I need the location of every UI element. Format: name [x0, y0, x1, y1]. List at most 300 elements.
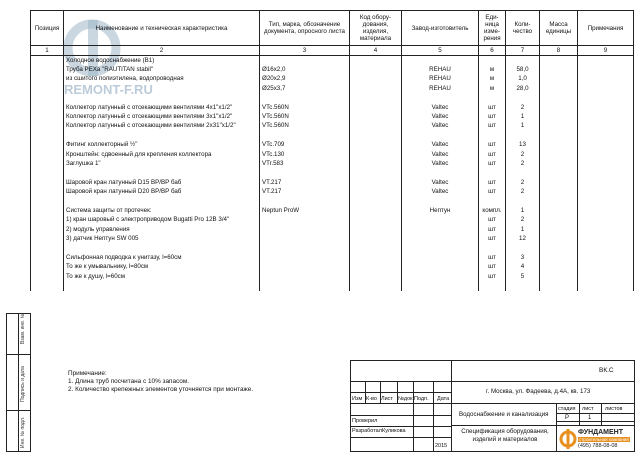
table-cell: [578, 131, 634, 140]
table-row: [31, 112, 634, 121]
header-cell: Тип, марка, обозначение документа, опросного листа: [260, 11, 350, 46]
table-cell: VTc.560N: [260, 122, 350, 131]
col-number: 7: [506, 46, 540, 56]
table-cell: [350, 65, 402, 74]
table-cell: [31, 141, 64, 150]
table-cell: шт: [479, 253, 506, 262]
table-cell: [540, 75, 578, 84]
table-cell: [31, 131, 64, 140]
table-cell: [506, 281, 540, 290]
table-cell: [31, 178, 64, 187]
table-cell: [350, 178, 402, 187]
table-cell: 2: [506, 216, 540, 225]
table-cell: [540, 206, 578, 215]
table-cell: шт: [479, 112, 506, 121]
table-cell: [479, 244, 506, 253]
table-cell: [64, 84, 260, 93]
table-cell: Ø20х2,9: [260, 75, 350, 84]
table-cell: [540, 150, 578, 159]
table-cell: REHAU: [402, 75, 479, 84]
table-cell: [402, 56, 479, 66]
table-cell: [260, 234, 350, 243]
table-cell: Шаровой кран латунный D20 ВР/ВР баб: [64, 187, 260, 196]
table-cell: [31, 84, 64, 93]
table-cell: [506, 169, 540, 178]
table-cell: [31, 272, 64, 281]
table-cell: VTc.130: [260, 150, 350, 159]
table-cell: 1) кран шаровый с электроприводом Bugatti Pro 12В 3/4": [64, 216, 260, 225]
table-cell: [578, 94, 634, 103]
table-cell: [506, 56, 540, 66]
table-cell: [540, 187, 578, 196]
table-cell: [479, 94, 506, 103]
table-cell: Сильфонная подводка к унитазу, l=60см: [64, 253, 260, 262]
table-cell: Neptun ProW: [260, 206, 350, 215]
table-cell: 3: [506, 253, 540, 262]
header-cell: Наименование и техническая характеристика: [64, 11, 260, 46]
table-row: [31, 178, 634, 187]
binding-label: Подпись и дата: [20, 366, 26, 402]
table-cell: [260, 131, 350, 140]
table-cell: [578, 216, 634, 225]
table-cell: шт: [479, 263, 506, 272]
col-number: 8: [540, 46, 578, 56]
table-cell: [578, 150, 634, 159]
table-cell: м: [479, 84, 506, 93]
table-cell: м: [479, 65, 506, 74]
table-cell: шт: [479, 234, 506, 243]
table-cell: [350, 122, 402, 131]
table-cell: [64, 281, 260, 290]
header-cell: Завод-изготовитель: [402, 11, 479, 46]
table-cell: [578, 65, 634, 74]
table-cell: [540, 253, 578, 262]
table-cell: Нептун: [402, 206, 479, 215]
stamp-col-label: К-во: [366, 396, 377, 402]
table-cell: [31, 281, 64, 290]
table-cell: Холодное водоснабжение (В1): [64, 56, 260, 66]
note-item: 2. Количество крепежных элементов уточняется при монтаже.: [68, 386, 254, 394]
table-cell: REHAU: [402, 84, 479, 93]
table-cell: компл.: [479, 206, 506, 215]
table-cell: [31, 94, 64, 103]
binding-strip: [6, 313, 31, 452]
checked-label: Проверил: [352, 418, 378, 424]
table-cell: 13: [506, 141, 540, 150]
doc-code: ВК.С: [599, 367, 614, 374]
table-cell: [578, 75, 634, 84]
table-cell: [350, 225, 402, 234]
table-cell: [578, 225, 634, 234]
table-cell: [479, 281, 506, 290]
table-cell: [260, 94, 350, 103]
table-row: [31, 56, 634, 66]
table-cell: [540, 216, 578, 225]
table-cell: VTc.560N: [260, 112, 350, 121]
table-cell: [260, 216, 350, 225]
table-cell: [540, 103, 578, 112]
table-cell: [402, 272, 479, 281]
table-cell: [479, 197, 506, 206]
table-cell: шт: [479, 150, 506, 159]
table-cell: Коллектор латунный с отсекающими вентилями 2х31"х1/2": [64, 122, 260, 131]
table-cell: [479, 131, 506, 140]
table-cell: [540, 234, 578, 243]
table-cell: [260, 244, 350, 253]
table-cell: VTr.583: [260, 159, 350, 168]
table-cell: [540, 159, 578, 168]
table-cell: [540, 272, 578, 281]
table-cell: [31, 65, 64, 74]
col-number: 5: [402, 46, 479, 56]
table-cell: шт: [479, 178, 506, 187]
table-row: [31, 65, 634, 74]
table-cell: 1: [506, 122, 540, 131]
title-block: [350, 360, 635, 452]
table-cell: шт: [479, 187, 506, 196]
table-cell: [540, 131, 578, 140]
table-cell: [578, 56, 634, 66]
table-cell: [260, 225, 350, 234]
table-cell: [350, 75, 402, 84]
address: г. Москва, ул. Фадеева, д.4А, кв. 173: [486, 388, 591, 395]
table-cell: Valtec: [402, 141, 479, 150]
table-cell: Труба PEXa "RAUTITAN stabil": [64, 65, 260, 74]
table-cell: [260, 56, 350, 66]
table-cell: [578, 187, 634, 196]
table-cell: 58,0: [506, 65, 540, 74]
table-cell: [350, 94, 402, 103]
table-cell: [31, 234, 64, 243]
table-row: [31, 253, 634, 262]
table-cell: [578, 234, 634, 243]
table-cell: Шаровой кран латунный D15 ВР/ВР баб: [64, 178, 260, 187]
header-cell: Код обору-дования, изделия, материала: [350, 11, 402, 46]
sheet-value: 1: [588, 415, 592, 421]
table-cell: [578, 169, 634, 178]
table-cell: [64, 197, 260, 206]
header-cell: Еди-ница изме-рения: [479, 11, 506, 46]
table-row: [31, 159, 634, 168]
col-number: 9: [578, 46, 634, 56]
table-cell: [540, 122, 578, 131]
table-cell: [260, 263, 350, 272]
table-cell: [31, 263, 64, 272]
table-cell: [350, 56, 402, 66]
year: 2015: [435, 443, 448, 449]
table-cell: [350, 141, 402, 150]
table-cell: [506, 131, 540, 140]
table-cell: VTc.709: [260, 141, 350, 150]
table-cell: [350, 281, 402, 290]
stamp-col-label: №док: [398, 396, 413, 402]
table-cell: [260, 253, 350, 262]
table-cell: [402, 244, 479, 253]
table-cell: 4: [506, 263, 540, 272]
binding-label: Инв. № подл.: [20, 416, 26, 448]
table-cell: 1,0: [506, 75, 540, 84]
table-cell: [31, 112, 64, 121]
table-cell: [350, 169, 402, 178]
table-cell: Valtec: [402, 122, 479, 131]
header-cell: Позиция: [31, 11, 64, 46]
watermark-text: REMONT-F.RU: [64, 82, 153, 96]
table-cell: 28,0: [506, 84, 540, 93]
table-row: [31, 103, 634, 112]
stamp-col-label: Подп.: [414, 396, 429, 402]
table-cell: Valtec: [402, 159, 479, 168]
table-cell: [540, 197, 578, 206]
table-cell: шт: [479, 159, 506, 168]
table-row: [31, 281, 634, 290]
table-row: [31, 150, 634, 159]
table-cell: [540, 141, 578, 150]
table-row: [31, 122, 634, 131]
notes-block: [68, 370, 253, 395]
table-cell: [31, 75, 64, 84]
table-cell: шт: [479, 103, 506, 112]
table-cell: [402, 131, 479, 140]
table-row: [31, 131, 634, 140]
header-cell: Коли-чество: [506, 11, 540, 46]
table-cell: [578, 272, 634, 281]
header-row: [31, 11, 634, 46]
table-cell: [402, 253, 479, 262]
col-number: 1: [31, 46, 64, 56]
table-cell: 2: [506, 178, 540, 187]
table-cell: [31, 56, 64, 66]
table-cell: [64, 169, 260, 178]
table-cell: [578, 112, 634, 121]
table-cell: [31, 169, 64, 178]
table-cell: Ø25х3,7: [260, 84, 350, 93]
table-cell: [350, 150, 402, 159]
table-cell: 3) датчик Нептун SW 005: [64, 234, 260, 243]
table-cell: REHAU: [402, 65, 479, 74]
table-cell: [578, 263, 634, 272]
notes-title: Примечание:: [68, 370, 107, 377]
header-cell: Масса единицы: [540, 11, 578, 46]
table-cell: [578, 253, 634, 262]
table-cell: [540, 94, 578, 103]
table-cell: [479, 56, 506, 66]
binding-label: Взам. инв. №: [20, 313, 26, 344]
table-cell: Система защиты от протечек:: [64, 206, 260, 215]
table-cell: [31, 187, 64, 196]
table-cell: [578, 159, 634, 168]
table-row: [31, 225, 634, 234]
table-cell: [402, 94, 479, 103]
table-cell: Ø16х2,0: [260, 65, 350, 74]
table-cell: [402, 234, 479, 243]
table-cell: [479, 169, 506, 178]
table-cell: [402, 197, 479, 206]
table-cell: [31, 253, 64, 262]
company-phone: (495) 788-08-08: [578, 443, 618, 449]
company-logo: [558, 426, 634, 451]
table-cell: 12: [506, 234, 540, 243]
company-name: ФУНДАМЕНТ: [578, 429, 623, 436]
table-cell: [540, 65, 578, 74]
table-cell: [350, 234, 402, 243]
table-cell: [350, 159, 402, 168]
table-cell: 1: [506, 206, 540, 215]
table-cell: [31, 206, 64, 215]
table-cell: [350, 187, 402, 196]
table-cell: [350, 272, 402, 281]
header-cell: Примечания: [578, 11, 634, 46]
stamp-col-label: Лист: [381, 396, 393, 402]
table-cell: 2: [506, 187, 540, 196]
table-cell: [540, 178, 578, 187]
table-cell: [64, 131, 260, 140]
table-row: [31, 244, 634, 253]
table-cell: [578, 103, 634, 112]
table-cell: [260, 169, 350, 178]
table-row: [31, 197, 634, 206]
table-cell: [540, 244, 578, 253]
table-cell: [31, 225, 64, 234]
table-cell: [540, 56, 578, 66]
table-row: [31, 187, 634, 196]
table-cell: [350, 253, 402, 262]
table-row: [31, 84, 634, 93]
table-cell: [350, 206, 402, 215]
table-cell: [402, 169, 479, 178]
spec-table-body: [31, 56, 634, 291]
table-cell: Valtec: [402, 178, 479, 187]
table-cell: [402, 225, 479, 234]
table-cell: [350, 112, 402, 121]
table-row: [31, 272, 634, 281]
table-row: [31, 216, 634, 225]
table-cell: [350, 244, 402, 253]
table-cell: шт: [479, 216, 506, 225]
table-cell: [540, 169, 578, 178]
table-cell: шт: [479, 141, 506, 150]
table-row: [31, 75, 634, 84]
table-cell: [31, 150, 64, 159]
binding-column: [7, 314, 19, 451]
table-cell: [540, 225, 578, 234]
sheets-label: листов: [605, 406, 623, 412]
table-cell: VTc.560N: [260, 103, 350, 112]
table-cell: VT.217: [260, 187, 350, 196]
table-cell: [578, 244, 634, 253]
table-cell: [350, 216, 402, 225]
table-cell: м: [479, 75, 506, 84]
table-cell: Valtec: [402, 187, 479, 196]
table-row: [31, 94, 634, 103]
table-cell: [402, 216, 479, 225]
col-number: 4: [350, 46, 402, 56]
spec-table-wrap: [30, 10, 633, 291]
table-cell: [350, 263, 402, 272]
developed-label: Разработал: [352, 428, 382, 434]
table-cell: [506, 94, 540, 103]
table-cell: из сшитого полиэтилена, водопроводная: [64, 75, 260, 84]
table-row: [31, 263, 634, 272]
table-cell: [578, 122, 634, 131]
table-row: [31, 234, 634, 243]
column-number-row: [31, 46, 634, 56]
col-number: 6: [479, 46, 506, 56]
company-subtitle: строительная компания: [579, 437, 629, 442]
table-cell: [578, 206, 634, 215]
table-cell: [260, 197, 350, 206]
doc-title: Спецификация оборудования, изделий и материалов: [461, 428, 549, 443]
table-cell: [31, 159, 64, 168]
table-cell: То же к душу, l=60см: [64, 272, 260, 281]
table-cell: шт: [479, 225, 506, 234]
spec-table: [30, 10, 634, 291]
table-row: [31, 169, 634, 178]
table-cell: Valtec: [402, 112, 479, 121]
table-cell: Коллектор латунный с отсекающими вентилями 3х1"х1/2": [64, 112, 260, 121]
table-cell: 2) модуль управления: [64, 225, 260, 234]
table-cell: [402, 263, 479, 272]
table-cell: [350, 103, 402, 112]
table-cell: 2: [506, 159, 540, 168]
table-cell: шт: [479, 272, 506, 281]
table-cell: [506, 197, 540, 206]
table-cell: Valtec: [402, 150, 479, 159]
table-cell: 5: [506, 272, 540, 281]
developer-name: Куликова: [382, 428, 406, 434]
stamp-col-label: Изм: [352, 396, 363, 402]
table-cell: 1: [506, 112, 540, 121]
table-cell: [402, 281, 479, 290]
table-cell: [578, 281, 634, 290]
table-cell: [260, 281, 350, 290]
stage-label: стадия: [558, 406, 576, 412]
table-cell: [578, 141, 634, 150]
table-row: [31, 141, 634, 150]
table-cell: [64, 244, 260, 253]
table-cell: Фитинг коллекторный ½": [64, 141, 260, 150]
table-cell: [578, 84, 634, 93]
table-cell: [350, 84, 402, 93]
table-cell: [506, 244, 540, 253]
table-cell: То же к умывальнику, l=80см: [64, 263, 260, 272]
table-cell: 2: [506, 103, 540, 112]
col-number: 2: [64, 46, 260, 56]
col-number: 3: [260, 46, 350, 56]
stamp-col-label: Дата: [437, 396, 450, 402]
table-cell: [578, 178, 634, 187]
table-cell: [64, 94, 260, 103]
table-cell: 1: [506, 225, 540, 234]
table-cell: [350, 131, 402, 140]
table-cell: [31, 216, 64, 225]
table-cell: Кронштейн: сдвоенный для крепления коллектора: [64, 150, 260, 159]
table-cell: Коллектор латунный с отсекающими вентилями 4х1"х1/2": [64, 103, 260, 112]
table-cell: [31, 122, 64, 131]
table-cell: [350, 197, 402, 206]
company-logo-icon: [559, 428, 577, 450]
table-cell: [540, 84, 578, 93]
table-cell: [578, 197, 634, 206]
table-cell: [31, 197, 64, 206]
table-cell: шт: [479, 122, 506, 131]
note-item: 1. Длина труб посчитана с 10% запасом.: [68, 378, 190, 386]
table-cell: [260, 272, 350, 281]
table-cell: [31, 103, 64, 112]
section-title: Водоснабжение и канализация: [459, 411, 549, 418]
table-cell: Valtec: [402, 103, 479, 112]
table-cell: [540, 263, 578, 272]
table-row: [31, 206, 634, 215]
